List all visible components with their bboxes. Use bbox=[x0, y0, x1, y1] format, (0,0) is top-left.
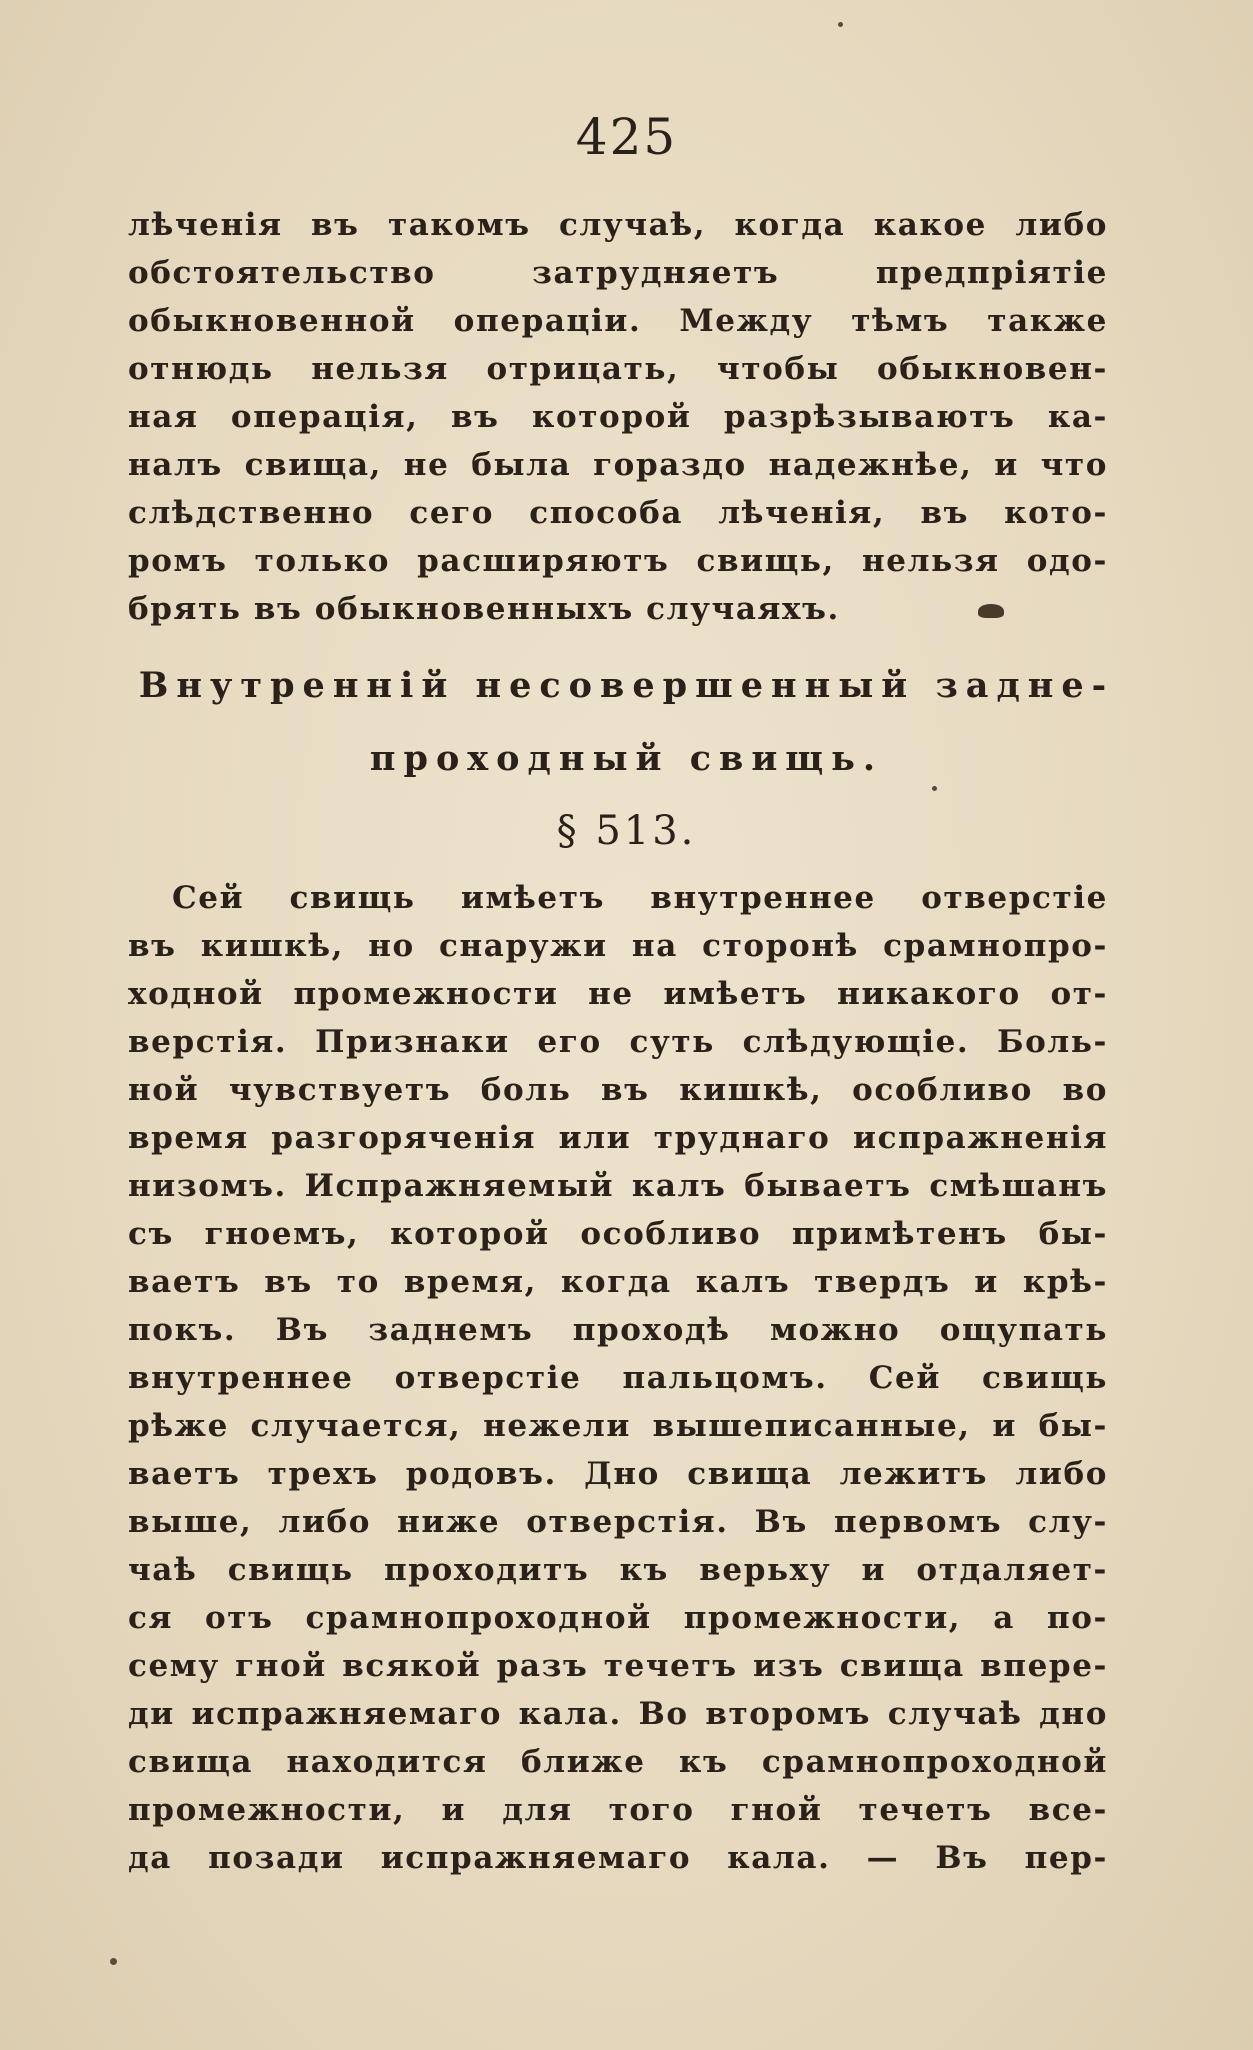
text-line: слѣдственно сего способа лѣченія, въ кото- bbox=[128, 495, 1108, 531]
text-line: да позади испражняемаго кала. — Въ пер- bbox=[128, 1840, 1108, 1876]
text-line: чаѣ свищь проходитъ къ верьху и отдаляет- bbox=[128, 1552, 1108, 1588]
text-line: налъ свища, не была гораздо надежнѣе, и что bbox=[128, 447, 1108, 483]
text-line: лѣченія въ такомъ случаѣ, когда какое либо bbox=[128, 207, 1108, 243]
text-line: сему гной всякой разъ течетъ изъ свища впере- bbox=[128, 1648, 1108, 1684]
text-line: брять въ обыкновенныхъ случаяхъ. bbox=[128, 591, 840, 627]
text-line: покъ. Въ заднемъ проходѣ можно ощупать bbox=[128, 1312, 1108, 1348]
text-line: ди испражняемаго кала. Во второмъ случаѣ дно bbox=[128, 1696, 1108, 1732]
text-line: выше, либо ниже отверстія. Въ первомъ слу- bbox=[128, 1504, 1108, 1540]
text-line: время разгоряченія или труднаго испражненія bbox=[128, 1120, 1108, 1156]
text-line: низомъ. Испражняемый калъ бываетъ смѣшанъ bbox=[128, 1168, 1108, 1204]
text-line: въ кишкѣ, но снаружи на сторонѣ срамнопро- bbox=[128, 928, 1108, 964]
text-line: отнюдь нельзя отрицать, чтобы обыкновен- bbox=[128, 351, 1108, 387]
text-line: ваетъ трехъ родовъ. Дно свища лежитъ либо bbox=[128, 1456, 1108, 1492]
page-number: 425 bbox=[575, 108, 678, 166]
text-line: рѣже случается, нежели вышеписанные, и бы- bbox=[128, 1408, 1108, 1444]
text-line: ваетъ въ то время, когда калъ твердъ и крѣ- bbox=[128, 1264, 1108, 1300]
text-line: ная операція, въ которой разрѣзываютъ ка- bbox=[128, 399, 1108, 435]
text-line: ной чувствуетъ боль въ кишкѣ, особливо во bbox=[128, 1072, 1108, 1108]
text-line: обстоятельство затрудняетъ предпріятіе bbox=[128, 255, 1108, 291]
ink-blot bbox=[978, 604, 1004, 618]
paper-speck bbox=[110, 1958, 117, 1965]
text-line: съ гноемъ, которой особливо примѣтенъ бы- bbox=[128, 1216, 1108, 1252]
text-line: ромъ только расширяютъ свищь, нельзя одо- bbox=[128, 543, 1108, 579]
text-line: свища находится ближе къ срамнопроходной bbox=[128, 1744, 1108, 1780]
text-line: верстія. Признаки его суть слѣдующіе. Боль- bbox=[128, 1024, 1108, 1060]
section-heading-continued: проходный свищь. bbox=[369, 738, 884, 779]
paper-speck bbox=[932, 786, 937, 791]
text-line: ся отъ срамнопроходной промежности, а по- bbox=[128, 1600, 1108, 1636]
text-line: промежности, и для того гной течетъ все- bbox=[128, 1792, 1108, 1828]
text-line: Сей свищь имѣетъ внутреннее отверстіе bbox=[172, 880, 1108, 916]
text-line: внутреннее отверстіе пальцомъ. Сей свищь bbox=[128, 1360, 1108, 1396]
section-heading: Внутренній несовершенный задне- bbox=[138, 665, 1115, 706]
section-number: § 513. bbox=[556, 808, 697, 854]
text-line: обыкновенной операціи. Между тѣмъ также bbox=[128, 303, 1108, 339]
text-line: ходной промежности не имѣетъ никакого от- bbox=[128, 976, 1108, 1012]
paper-speck bbox=[838, 22, 843, 27]
